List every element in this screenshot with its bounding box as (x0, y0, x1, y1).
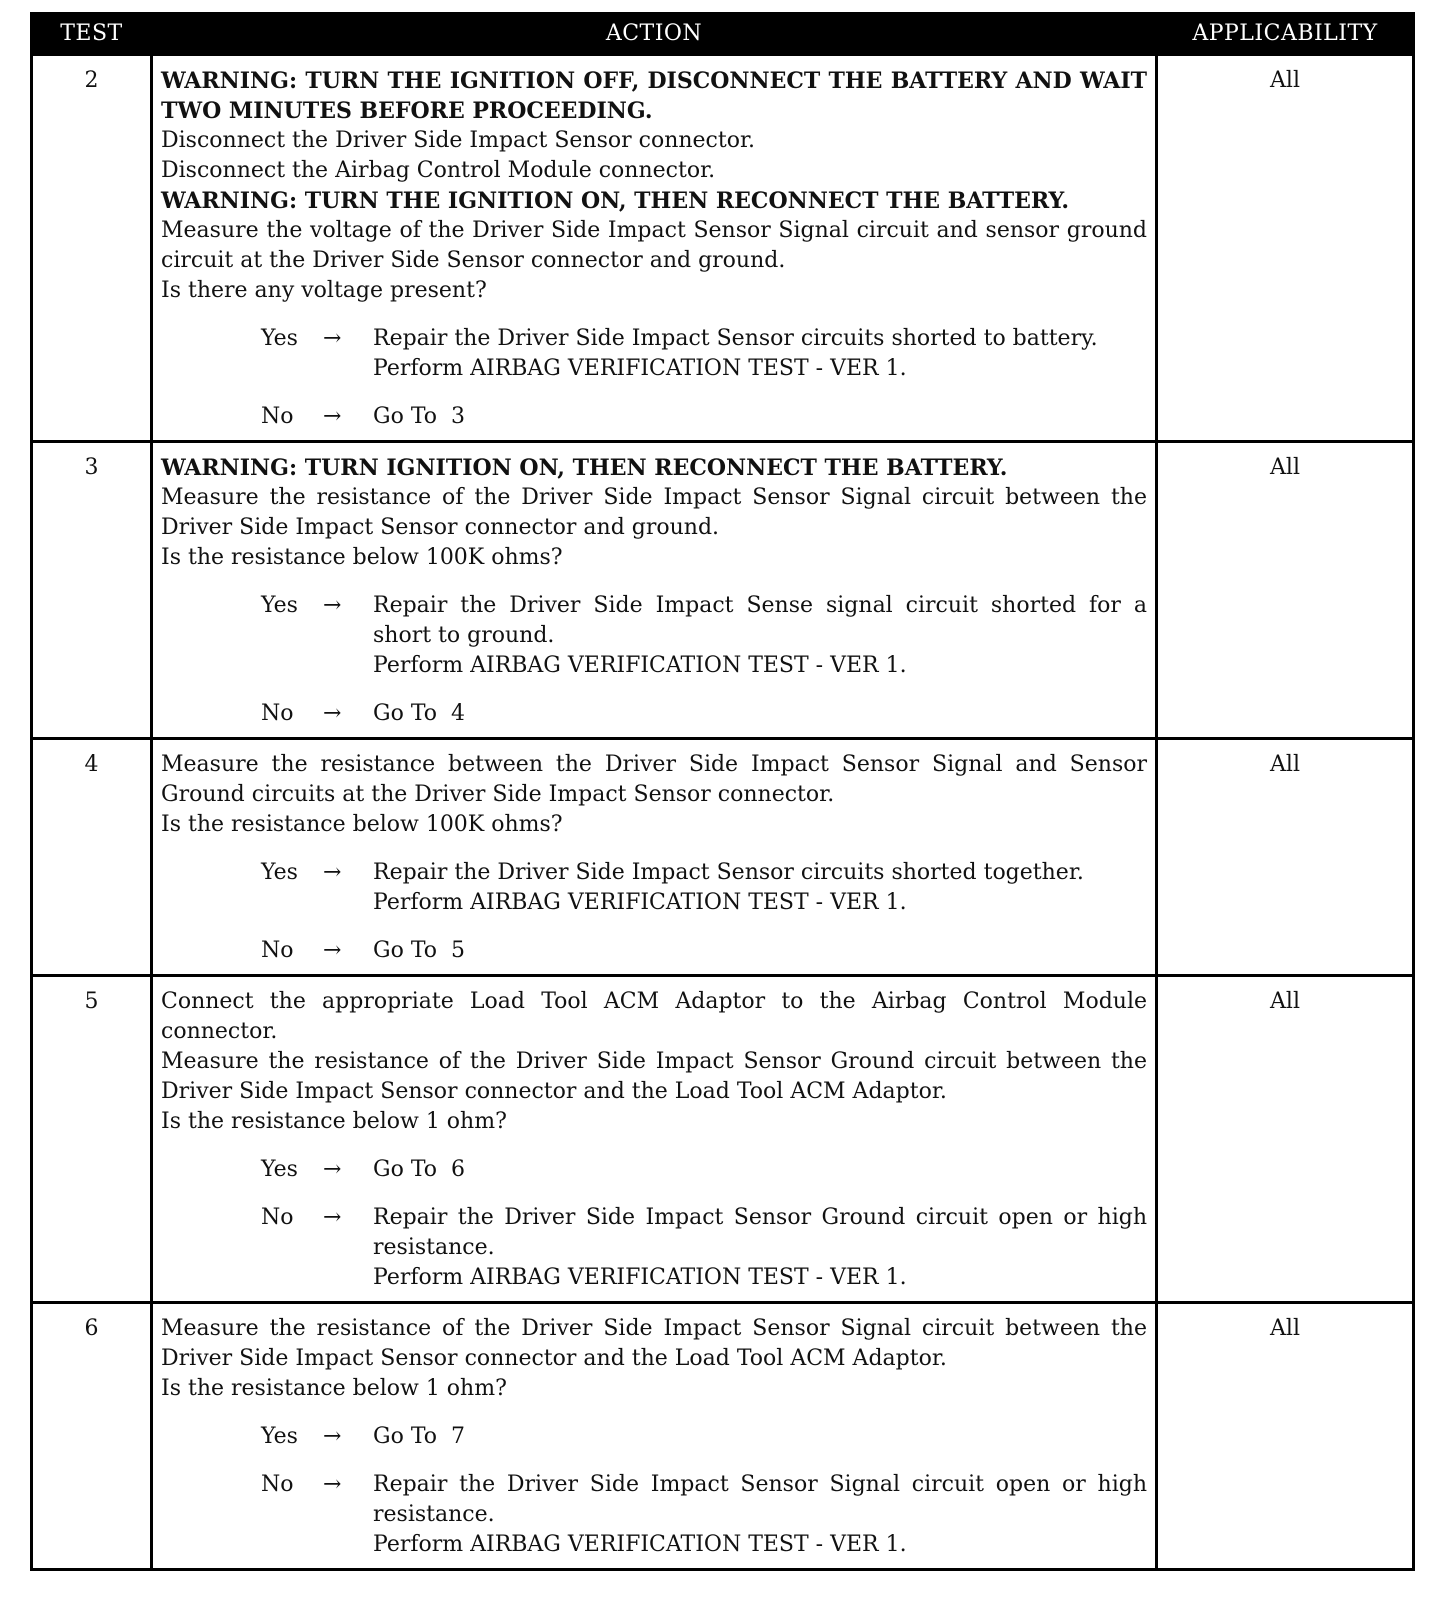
answer-yes (261, 858, 1147, 918)
instruction-text: Disconnect the Driver Side Impact Sensor connector. (161, 128, 756, 153)
arrow-right-icon: → (323, 1157, 342, 1182)
action-cell (152, 976, 1157, 1303)
answer-yes (261, 324, 1147, 384)
goto-test-number: 3 (451, 404, 466, 429)
test-number: 5 (32, 976, 152, 1303)
answer-label: Yes (261, 326, 298, 351)
header-test: TEST (32, 14, 152, 55)
answer-label: Yes (261, 1424, 298, 1449)
arrow-right-icon: → (323, 593, 342, 618)
answer-label: No (261, 1472, 294, 1497)
header-applicability: APPLICABILITY (1157, 14, 1414, 55)
instruction-text: Measure the resistance of the Driver Side Impact Sensor Signal circuit between the Driver Side Impact Sensor connector and ground. (161, 485, 1147, 540)
arrow-right-icon: → (323, 404, 342, 429)
goto-test-number: 7 (451, 1424, 466, 1449)
answer-text (373, 936, 1147, 966)
instruction-text: Disconnect the Airbag Control Module connector. (161, 158, 716, 183)
answer-text (373, 324, 1147, 384)
answer-yes (261, 1422, 1147, 1452)
answer-text (373, 591, 1147, 681)
table-header (32, 14, 1414, 55)
answer-line: Repair the Driver Side Impact Sensor circuits shorted to battery. (373, 326, 1098, 351)
table-row (32, 55, 1414, 442)
goto-test-number: 6 (451, 1157, 466, 1182)
goto-label: Go To (373, 701, 438, 726)
test-number: 6 (32, 1303, 152, 1570)
applicability-value: All (1157, 739, 1414, 976)
instruction-text: Is the resistance below 1 ohm? (161, 1376, 507, 1401)
answer-label: Yes (261, 1157, 298, 1182)
applicability-value: All (1157, 1303, 1414, 1570)
answer-text (373, 1203, 1147, 1293)
goto-label: Go To (373, 1157, 438, 1182)
answer-no (261, 402, 1147, 432)
arrow-right-icon: → (323, 326, 342, 351)
answer-line: Repair the Driver Side Impact Sensor circuits shorted together. (373, 860, 1084, 885)
table-row (32, 976, 1414, 1303)
answer-text (373, 402, 1147, 432)
goto-label: Go To (373, 404, 438, 429)
answer-no (261, 1470, 1147, 1560)
goto-test-number: 5 (451, 938, 466, 963)
instruction-text: Measure the resistance between the Driver Side Impact Sensor Signal and Sensor Ground circuits at the Driver Side Impact Sensor connector. (161, 752, 1147, 807)
table-row (32, 1303, 1414, 1570)
answer-no (261, 699, 1147, 729)
instruction-text: Connect the appropriate Load Tool ACM Adaptor to the Airbag Control Module connector. (161, 989, 1147, 1044)
action-cell (152, 739, 1157, 976)
answer-line: Perform AIRBAG VERIFICATION TEST - VER 1. (373, 890, 907, 915)
answer-no (261, 1203, 1147, 1293)
goto-label: Go To (373, 1424, 438, 1449)
instruction-text: Measure the resistance of the Driver Side Impact Sensor Signal circuit between the Driver Side Impact Sensor connector and the Load Tool ACM Adaptor. (161, 1316, 1147, 1371)
answer-line: Repair the Driver Side Impact Sensor Signal circuit open or high resistance. (373, 1472, 1147, 1527)
arrow-right-icon: → (323, 701, 342, 726)
arrow-right-icon: → (323, 1205, 342, 1230)
table-row (32, 739, 1414, 976)
applicability-value: All (1157, 976, 1414, 1303)
answer-text (373, 1422, 1147, 1452)
arrow-right-icon: → (323, 938, 342, 963)
answer-line: Perform AIRBAG VERIFICATION TEST - VER 1. (373, 356, 907, 381)
arrow-right-icon: → (323, 1472, 342, 1497)
applicability-value: All (1157, 55, 1414, 442)
answer-line: Perform AIRBAG VERIFICATION TEST - VER 1. (373, 653, 907, 678)
answer-label: No (261, 1205, 294, 1230)
instruction-text: Measure the resistance of the Driver Side Impact Sensor Ground circuit between the Driver Side Impact Sensor connector and the Load Tool ACM Adaptor. (161, 1049, 1147, 1104)
answer-text (373, 1155, 1147, 1185)
answer-line: Perform AIRBAG VERIFICATION TEST - VER 1. (373, 1265, 907, 1290)
answer-line: Repair the Driver Side Impact Sense signal circuit shorted for a short to ground. (373, 593, 1147, 648)
action-cell (152, 1303, 1157, 1570)
warning-text: WARNING: TURN IGNITION ON, THEN RECONNECT THE BATTERY. (161, 455, 1008, 481)
arrow-right-icon: → (323, 860, 342, 885)
header-action: ACTION (152, 14, 1157, 55)
answer-label: No (261, 701, 294, 726)
answer-label: No (261, 404, 294, 429)
instruction-text: Is the resistance below 1 ohm? (161, 1109, 507, 1134)
diagnostic-test-table (30, 12, 1415, 1571)
warning-text: WARNING: TURN THE IGNITION OFF, DISCONNECT THE BATTERY AND WAIT TWO MINUTES BEFORE PROCEEDING. (161, 68, 1147, 124)
answer-line: Repair the Driver Side Impact Sensor Ground circuit open or high resistance. (373, 1205, 1147, 1260)
action-cell (152, 55, 1157, 442)
test-number: 2 (32, 55, 152, 442)
answer-text (373, 858, 1147, 918)
answer-text (373, 699, 1147, 729)
warning-text: WARNING: TURN THE IGNITION ON, THEN RECONNECT THE BATTERY. (161, 188, 1070, 214)
instruction-text: Is there any voltage present? (161, 278, 487, 303)
diagnostic-sheet (30, 12, 1412, 1571)
instruction-text: Is the resistance below 100K ohms? (161, 812, 563, 837)
table-row (32, 442, 1414, 739)
instruction-text: Measure the voltage of the Driver Side Impact Sensor Signal circuit and sensor ground circuit at the Driver Side Sensor connector and ground. (161, 218, 1147, 273)
arrow-right-icon: → (323, 1424, 342, 1449)
answer-text (373, 1470, 1147, 1560)
goto-label: Go To (373, 938, 438, 963)
applicability-value: All (1157, 442, 1414, 739)
answer-yes (261, 1155, 1147, 1185)
test-number: 4 (32, 739, 152, 976)
answer-line: Perform AIRBAG VERIFICATION TEST - VER 1. (373, 1532, 907, 1557)
answer-label: No (261, 938, 294, 963)
answer-label: Yes (261, 860, 298, 885)
action-cell (152, 442, 1157, 739)
table-body (32, 55, 1414, 1570)
answer-yes (261, 591, 1147, 681)
instruction-text: Is the resistance below 100K ohms? (161, 545, 563, 570)
goto-test-number: 4 (451, 701, 466, 726)
test-number: 3 (32, 442, 152, 739)
answer-no (261, 936, 1147, 966)
answer-label: Yes (261, 593, 298, 618)
header-row (32, 14, 1414, 55)
